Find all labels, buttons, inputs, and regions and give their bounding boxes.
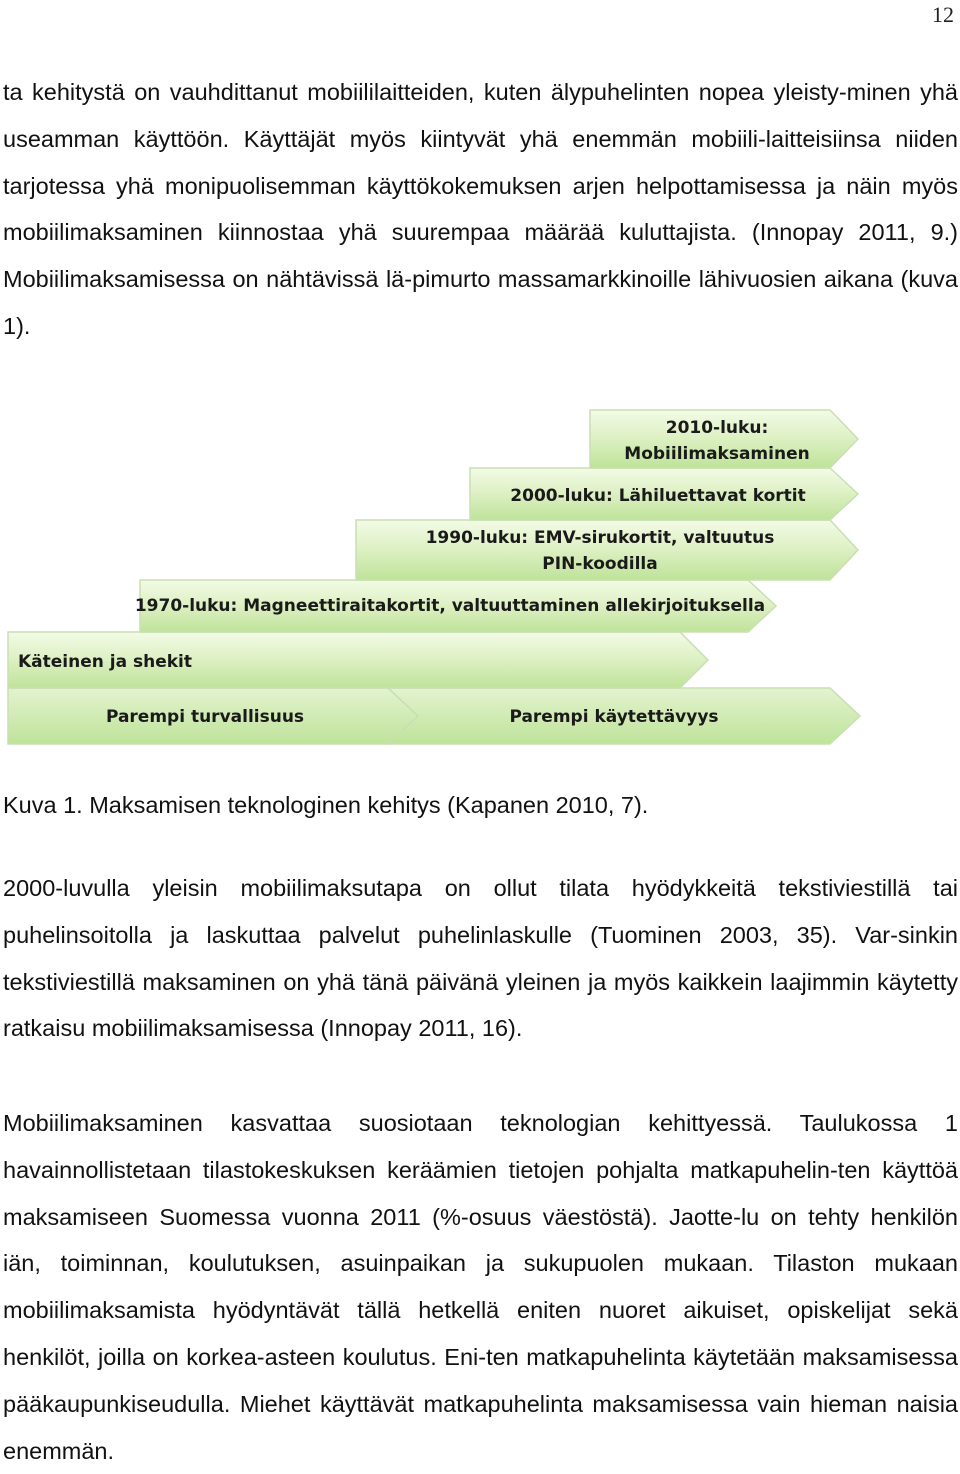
page-number: 12: [932, 2, 954, 27]
step-2010s-label-line2: Mobiilimaksaminen: [624, 444, 810, 464]
paragraph-intro: ta kehitystä on vauhdittanut mobiililaitteiden, kuten älypuhelinten nopea yleisty-minen yhä useamman käyttöön. Käyttäjät myös kiintyvät yhä enemmän mobiili-laitteisiinsa niiden tarjotessa yhä monipuolisemman käyttökokemuksen arjen helpottamisessa ja näin myös mobiilimaksaminen kiinnostaa yhä suurempaa määrää kuluttajista. (Innopay 2011, 9.) Mobiilimaksamisessa on nähtävissä lä-pimurto massamarkkinoille lähivuosien aikana (kuva 1).: [3, 79, 958, 339]
paragraph-sms-payments: 2000-luvulla yleisin mobiilimaksutapa on ollut tilata hyödykkeitä tekstiviestillä tai puhelinsoitolla ja laskuttaa palvelut puhelinlaskulle (Tuominen 2003, 35). Var-sinkin tekstiviestillä maksaminen on yhä tänä päivänä yleinen ja myös kaikkein laajimmin käytetty ratkaisu mobiilimaksamisessa (Innopay 2011, 16).: [3, 875, 958, 1042]
step-1990s-label-line2: PIN-koodilla: [542, 554, 658, 574]
base-label-security: Parempi turvallisuus: [105, 707, 305, 727]
step-cash-label: Käteinen ja shekit: [18, 652, 193, 672]
base-label-usability: Parempi käytettävyys: [509, 707, 719, 727]
step-1990s-label-line1: 1990-luku: EMV-sirukortit, valtuutus: [425, 528, 775, 548]
step-1970s-label: 1970-luku: Magneettiraitakortit, valtuuttaminen allekirjoituksella: [134, 596, 766, 616]
payment-evolution-diagram: [0, 400, 960, 760]
figure-caption: Kuva 1. Maksamisen teknologinen kehitys (Kapanen 2010, 7).: [3, 792, 649, 818]
paragraph-statistics: Mobiilimaksaminen kasvattaa suosiotaan teknologian kehittyessä. Taulukossa 1 havainnollistetaan tilastokeskuksen keräämien tietojen pohjalta matkapuhelin-ten käyttöä maksamiseen Suomessa vuonna 2011 (%-osuus väestöstä). Jaotte-lu on tehty henkilön iän, toiminnan, koulutuksen, asuinpaikan ja sukupuolen mukaan. Tilaston mukaan mobiilimaksamista hyödyntävät tällä hetkellä eniten nuoret aikuiset, opiskelijat sekä henkilöt, joilla on korkea-asteen koulutus. Eni-ten matkapuhelinta käytetään maksamisessa pääkaupunkiseudulla. Miehet käyttävät matkapuhelinta maksamisessa vain hieman naisia enemmän.: [3, 1110, 958, 1464]
step-2010s-label-line1: 2010-luku:: [665, 418, 769, 438]
step-2000s-label: 2000-luku: Lähiluettavat kortit: [510, 486, 806, 506]
